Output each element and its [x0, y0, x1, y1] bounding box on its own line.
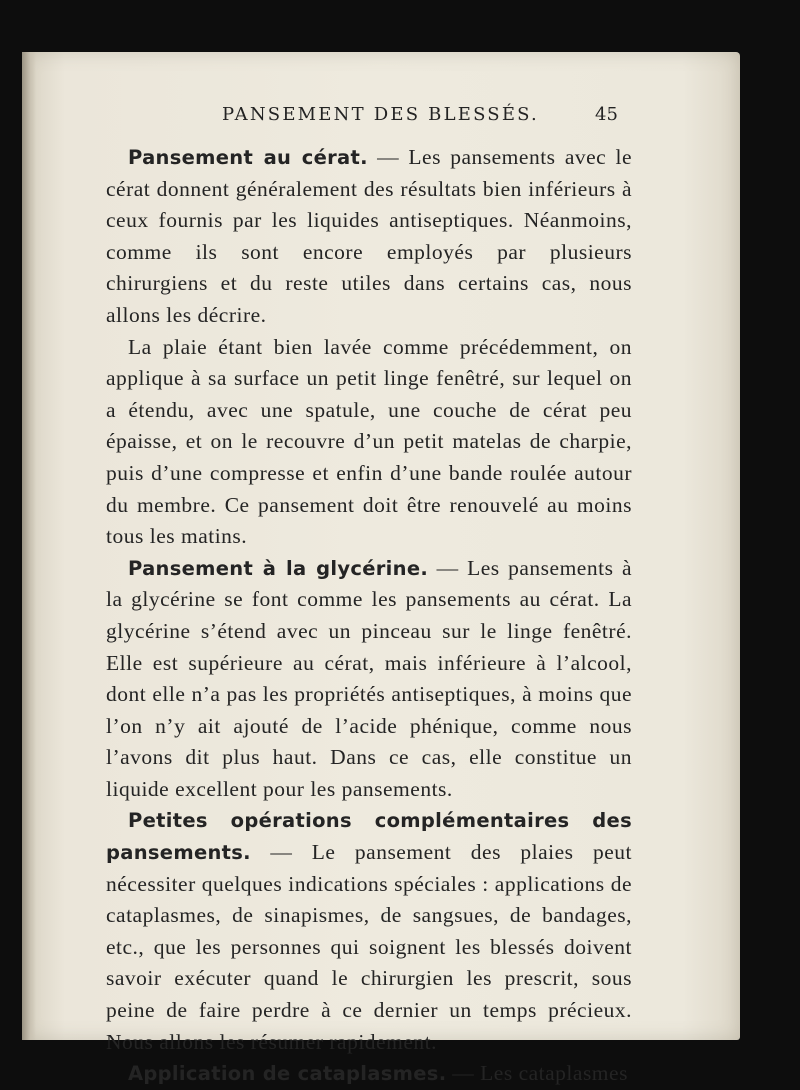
- paragraph-glycerine: [106, 553, 632, 806]
- page-gutter: [22, 52, 36, 1040]
- paragraph-text: — Le pansement des plaies peut nécessiter quelques indications spéciales : applications de cataplasmes, de sinapismes, de sangsues, de bandages, etc., que les personnes qui soignent les blessés doivent savoir exécuter quand le chirurgien les prescrit, sous peine de faire perdre à ce dernier un temps précieux. Nous allons les résumer rapidement.: [106, 840, 632, 1054]
- section-heading-petites-operations: Petites opérations complémentaires des pansements.: [106, 809, 632, 865]
- paragraph-petites-operations: [106, 805, 632, 1058]
- body-text: [106, 142, 632, 1090]
- paragraph-cerat: [106, 142, 632, 332]
- section-heading-cerat: Pansement au cérat.: [128, 146, 368, 169]
- section-heading-cataplasmes: Application de cataplasmes.: [128, 1062, 447, 1086]
- section-heading-glycerine: Pansement à la glycérine.: [128, 556, 429, 580]
- paragraph-procedure: [106, 332, 632, 553]
- book-page: [22, 52, 740, 1086]
- paragraph-text: La plaie étant bien lavée comme précédemment, on applique à sa surface un petit linge fenêtré, sur lequel on a étendu, avec une spatule, une couche de cérat peu épaisse, et on le recouvre d’un petit matelas de charpie, puis d’une compresse et enfin d’une bande roulée autour du membre. Ce pansement doit être renouvelé au moins tous les matins.: [106, 334, 632, 549]
- paragraph-text: — Les cataplasmes: [446, 1061, 628, 1086]
- paragraph-cataplasmes: [106, 1058, 632, 1090]
- paragraph-text: — Les pansements avec le cérat donnent généralement des résultats bien inférieurs à ceux fournis par les liquides antiseptiques. Néanmoins, comme ils sont encore employés par plusieurs chirurgiens et du reste utiles dans certains cas, nous allons les décrire.: [106, 145, 633, 327]
- page-number: 45: [595, 104, 618, 125]
- paragraph-text: — Les pansements à la glycérine se font comme les pansements au cérat. La glycérine s’étend avec un pinceau sur le linge fenêtré. Elle est supérieure au cérat, mais inférieure à l’alcool, dont elle n’a pas les propriétés antiseptiques, à moins que l’on n’y ait ajouté de l’acide phénique, comme nous l’avons dit plus haut. Dans ce cas, elle constitue un liquide excellent pour les pansements.: [106, 555, 632, 801]
- running-header: [22, 104, 740, 130]
- running-title: PANSEMENT DES BLESSÉS.: [222, 104, 539, 125]
